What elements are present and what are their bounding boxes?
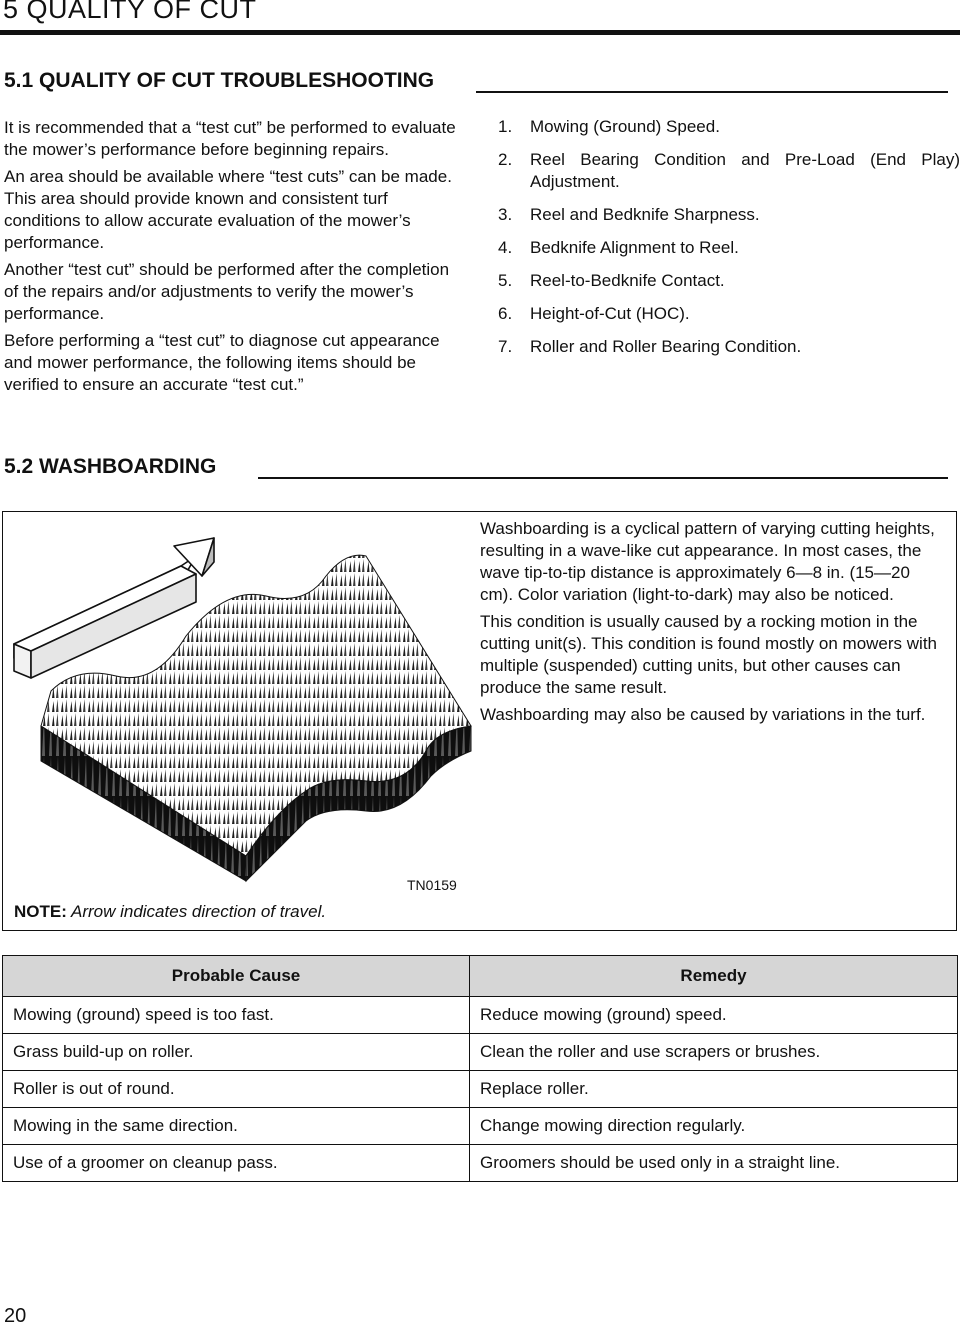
column-header-remedy: Remedy bbox=[470, 956, 958, 997]
list-text: Roller and Roller Bearing Condition. bbox=[530, 337, 802, 356]
list-text: Reel Bearing Condition and Pre-Load (End Play) Adjustment. bbox=[530, 150, 960, 191]
table-cell: Replace roller. bbox=[470, 1071, 958, 1108]
washboarding-description bbox=[480, 518, 940, 731]
list-item bbox=[498, 204, 960, 226]
section-heading-washboarding: 5.2 WASHBOARDING bbox=[4, 455, 217, 478]
list-number: 4. bbox=[498, 238, 513, 257]
list-item bbox=[498, 237, 960, 259]
list-item bbox=[498, 149, 960, 193]
note-text: Arrow indicates direction of travel. bbox=[66, 902, 327, 921]
table-row bbox=[3, 1071, 958, 1108]
table-row bbox=[3, 997, 958, 1034]
paragraph: Another “test cut” should be performed after the completion of the repairs and/or adjustments to verify the mower’s performance. bbox=[4, 260, 450, 323]
paragraph: Washboarding may also be caused by variations in the turf. bbox=[480, 705, 926, 724]
page-number: 20 bbox=[4, 1305, 27, 1327]
list-item bbox=[498, 303, 960, 325]
paragraph: Washboarding is a cyclical pattern of varying cutting heights, resulting in a wave-like cut appearance. In most cases, the wave tip-to-tip distance is approximately 6—8 in. (15—20 cm). Color variation (light-to-dark) may also be noticed. bbox=[480, 519, 935, 604]
list-number: 2. bbox=[498, 150, 513, 169]
verification-list bbox=[498, 116, 960, 369]
figure-code: TN0159 bbox=[407, 877, 457, 893]
list-text: Mowing (Ground) Speed. bbox=[530, 117, 720, 136]
figure-note bbox=[14, 902, 326, 922]
list-text: Reel-to-Bedknife Contact. bbox=[530, 271, 725, 290]
table-cell: Clean the roller and use scrapers or brushes. bbox=[470, 1034, 958, 1071]
chapter-rule bbox=[0, 30, 960, 35]
list-text: Reel and Bedknife Sharpness. bbox=[530, 205, 760, 224]
list-item bbox=[498, 336, 960, 358]
table-cell: Mowing (ground) speed is too fast. bbox=[3, 997, 470, 1034]
table-row bbox=[3, 1034, 958, 1071]
paragraph: It is recommended that a “test cut” be performed to evaluate the mower’s performance before beginning repairs. bbox=[4, 118, 456, 159]
table-cell: Roller is out of round. bbox=[3, 1071, 470, 1108]
table-cell: Use of a groomer on cleanup pass. bbox=[3, 1145, 470, 1182]
table-row bbox=[3, 1108, 958, 1145]
chapter-title: 5 QUALITY OF CUT bbox=[3, 0, 257, 24]
list-number: 1. bbox=[498, 117, 513, 136]
intro-text bbox=[4, 117, 466, 401]
washboarding-illustration bbox=[6, 516, 476, 896]
section-heading-rule bbox=[258, 477, 948, 479]
table-cell: Grass build-up on roller. bbox=[3, 1034, 470, 1071]
column-header-probable-cause: Probable Cause bbox=[3, 956, 470, 997]
section-heading-rule bbox=[476, 91, 948, 93]
list-number: 5. bbox=[498, 271, 513, 290]
list-text: Bedknife Alignment to Reel. bbox=[530, 238, 739, 257]
paragraph: This condition is usually caused by a rocking motion in the cutting unit(s). This condition is found mostly on mowers with multiple (suspended) cutting units, but other causes can produce the same result. bbox=[480, 612, 937, 697]
section-heading-troubleshooting: 5.1 QUALITY OF CUT TROUBLESHOOTING bbox=[4, 69, 435, 92]
table-cell: Groomers should be used only in a straight line. bbox=[470, 1145, 958, 1182]
cause-remedy-table bbox=[2, 955, 958, 1182]
list-item bbox=[498, 270, 960, 292]
turf-top-surface bbox=[41, 555, 471, 856]
table-header-row bbox=[3, 956, 958, 997]
table-cell: Change mowing direction regularly. bbox=[470, 1108, 958, 1145]
list-number: 7. bbox=[498, 337, 513, 356]
table-row bbox=[3, 1145, 958, 1182]
note-label: NOTE: bbox=[14, 902, 67, 921]
list-number: 3. bbox=[498, 205, 513, 224]
table-cell: Reduce mowing (ground) speed. bbox=[470, 997, 958, 1034]
paragraph: An area should be available where “test cuts” can be made. This area should provide known and consistent turf conditions to allow accurate evaluation of the mower’s performance. bbox=[4, 167, 452, 252]
list-number: 6. bbox=[498, 304, 513, 323]
list-item bbox=[498, 116, 960, 138]
table-cell: Mowing in the same direction. bbox=[3, 1108, 470, 1145]
paragraph: Before performing a “test cut” to diagnose cut appearance and mower performance, the following items should be verified to ensure an accurate “test cut.” bbox=[4, 331, 440, 394]
list-text: Height-of-Cut (HOC). bbox=[530, 304, 690, 323]
